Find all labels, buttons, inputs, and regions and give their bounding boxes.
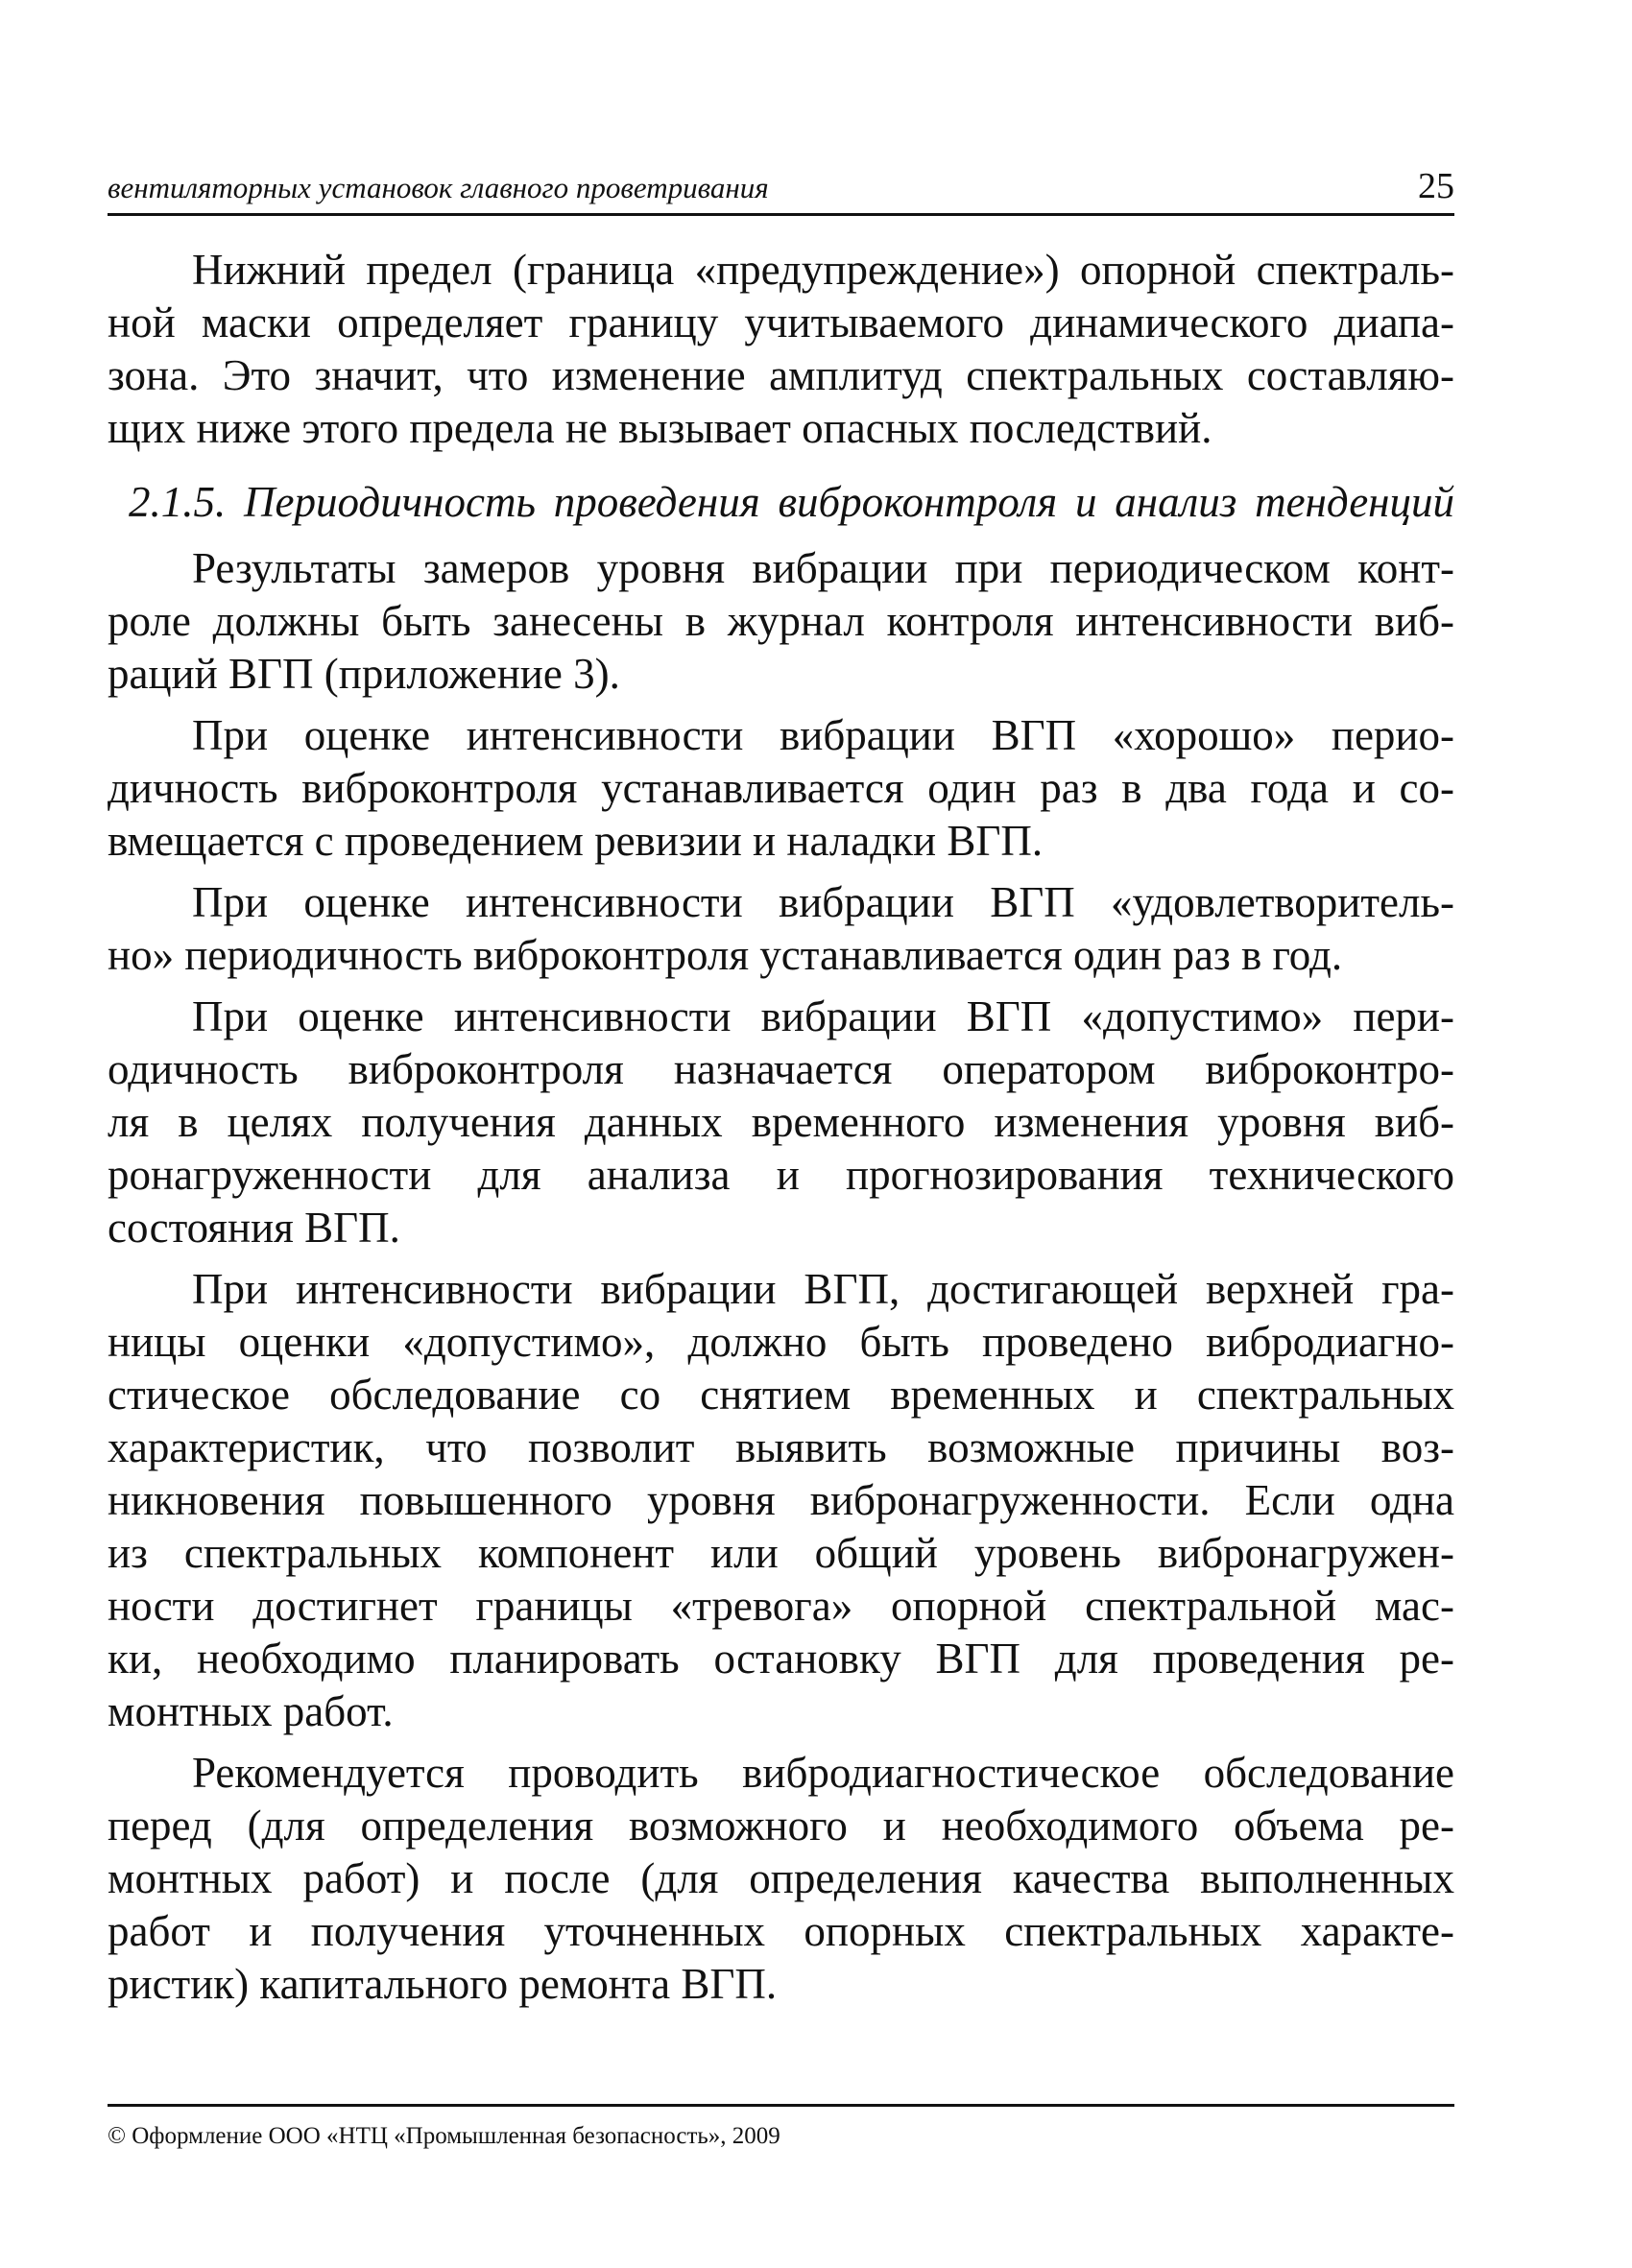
paragraph: [108, 876, 1454, 982]
running-title: вентиляторных установок главного проветривания: [108, 171, 769, 204]
text-line: никновения повышенного уровня вибронагруженности. Если одна: [108, 1476, 1454, 1524]
text-line: дичность виброконтроля устанавливается один раз в два года и со-: [108, 764, 1454, 812]
paragraph: [108, 542, 1454, 701]
text-line: монтных работ.: [108, 1687, 394, 1735]
text-line: из спектральных компонент или общий уровень вибронагружен-: [108, 1529, 1454, 1577]
text-line: При оценке интенсивности вибрации ВГП «удовлетворитель-: [192, 878, 1454, 926]
text-line: ной маски определяет границу учитываемого динамического диапа-: [108, 298, 1454, 346]
text-line: вмещается с проведением ревизии и наладки ВГП.: [108, 817, 1044, 865]
page-number: 25: [1418, 166, 1454, 206]
text-line: ности достигнет границы «тревога» опорной спектральной мас-: [108, 1582, 1454, 1630]
text-line: ки, необходимо планировать остановку ВГП для проведения ре-: [108, 1635, 1454, 1683]
paragraph: [108, 244, 1454, 455]
text-line: раций ВГП (приложение 3).: [108, 650, 620, 698]
text-line: щих ниже этого предела не вызывает опасных последствий.: [108, 404, 1212, 452]
text-line: ля в целях получения данных временного изменения уровня виб-: [108, 1098, 1454, 1146]
paragraph: [108, 991, 1454, 1254]
section-heading: [108, 476, 1454, 529]
text-line: ницы оценки «допустимо», должно быть проведено вибродиагно-: [108, 1318, 1454, 1366]
text-line: состояния ВГП.: [108, 1204, 400, 1252]
text-line: зона. Это значит, что изменение амплитуд спектральных составляю-: [108, 351, 1454, 399]
text-line: ронагруженности для анализа и прогнозирования технического: [108, 1151, 1454, 1199]
text-line: но» периодичность виброконтроля устанавливается один раз в год.: [108, 931, 1343, 979]
text-line: ристик) капитального ремонта ВГП.: [108, 1960, 778, 2008]
footer-copyright: © Оформление ООО «НТЦ «Промышленная безопасность», 2009: [108, 2123, 780, 2149]
text-line: При оценке интенсивности вибрации ВГП «хорошо» перио-: [192, 711, 1454, 759]
paragraph: [108, 1747, 1454, 2011]
text-line: Результаты замеров уровня вибрации при периодическом конт-: [192, 544, 1454, 592]
text-line: При интенсивности вибрации ВГП, достигающей верхней гра-: [192, 1265, 1454, 1313]
text-line: работ и получения уточненных опорных спектральных характе-: [108, 1907, 1454, 1955]
text-line: При оценке интенсивности вибрации ВГП «допустимо» пери-: [192, 992, 1454, 1040]
page-body: [108, 244, 1454, 2011]
text-line: стическое обследование со снятием временных и спектральных: [108, 1371, 1454, 1419]
text-line: Рекомендуется проводить вибродиагностическое обследование: [192, 1749, 1454, 1797]
text-line: 2.1.5. Периодичность проведения виброконтроля и анализ тенденций: [129, 478, 1454, 526]
text-line: одичность виброконтроля назначается оператором виброконтро-: [108, 1045, 1454, 1093]
footer-divider: [108, 2104, 1454, 2107]
text-line: перед (для определения возможного и необходимого объема ре-: [108, 1802, 1454, 1850]
paragraph: [108, 1263, 1454, 1738]
text-line: роле должны быть занесены в журнал контроля интенсивности виб-: [108, 597, 1454, 645]
text-line: монтных работ) и после (для определения качества выполненных: [108, 1854, 1454, 1902]
text-line: Нижний предел (граница «предупреждение») опорной спектраль-: [192, 246, 1454, 294]
paragraph: [108, 709, 1454, 868]
running-header: [108, 161, 1454, 216]
text-line: характеристик, что позволит выявить возможные причины воз-: [108, 1423, 1454, 1471]
